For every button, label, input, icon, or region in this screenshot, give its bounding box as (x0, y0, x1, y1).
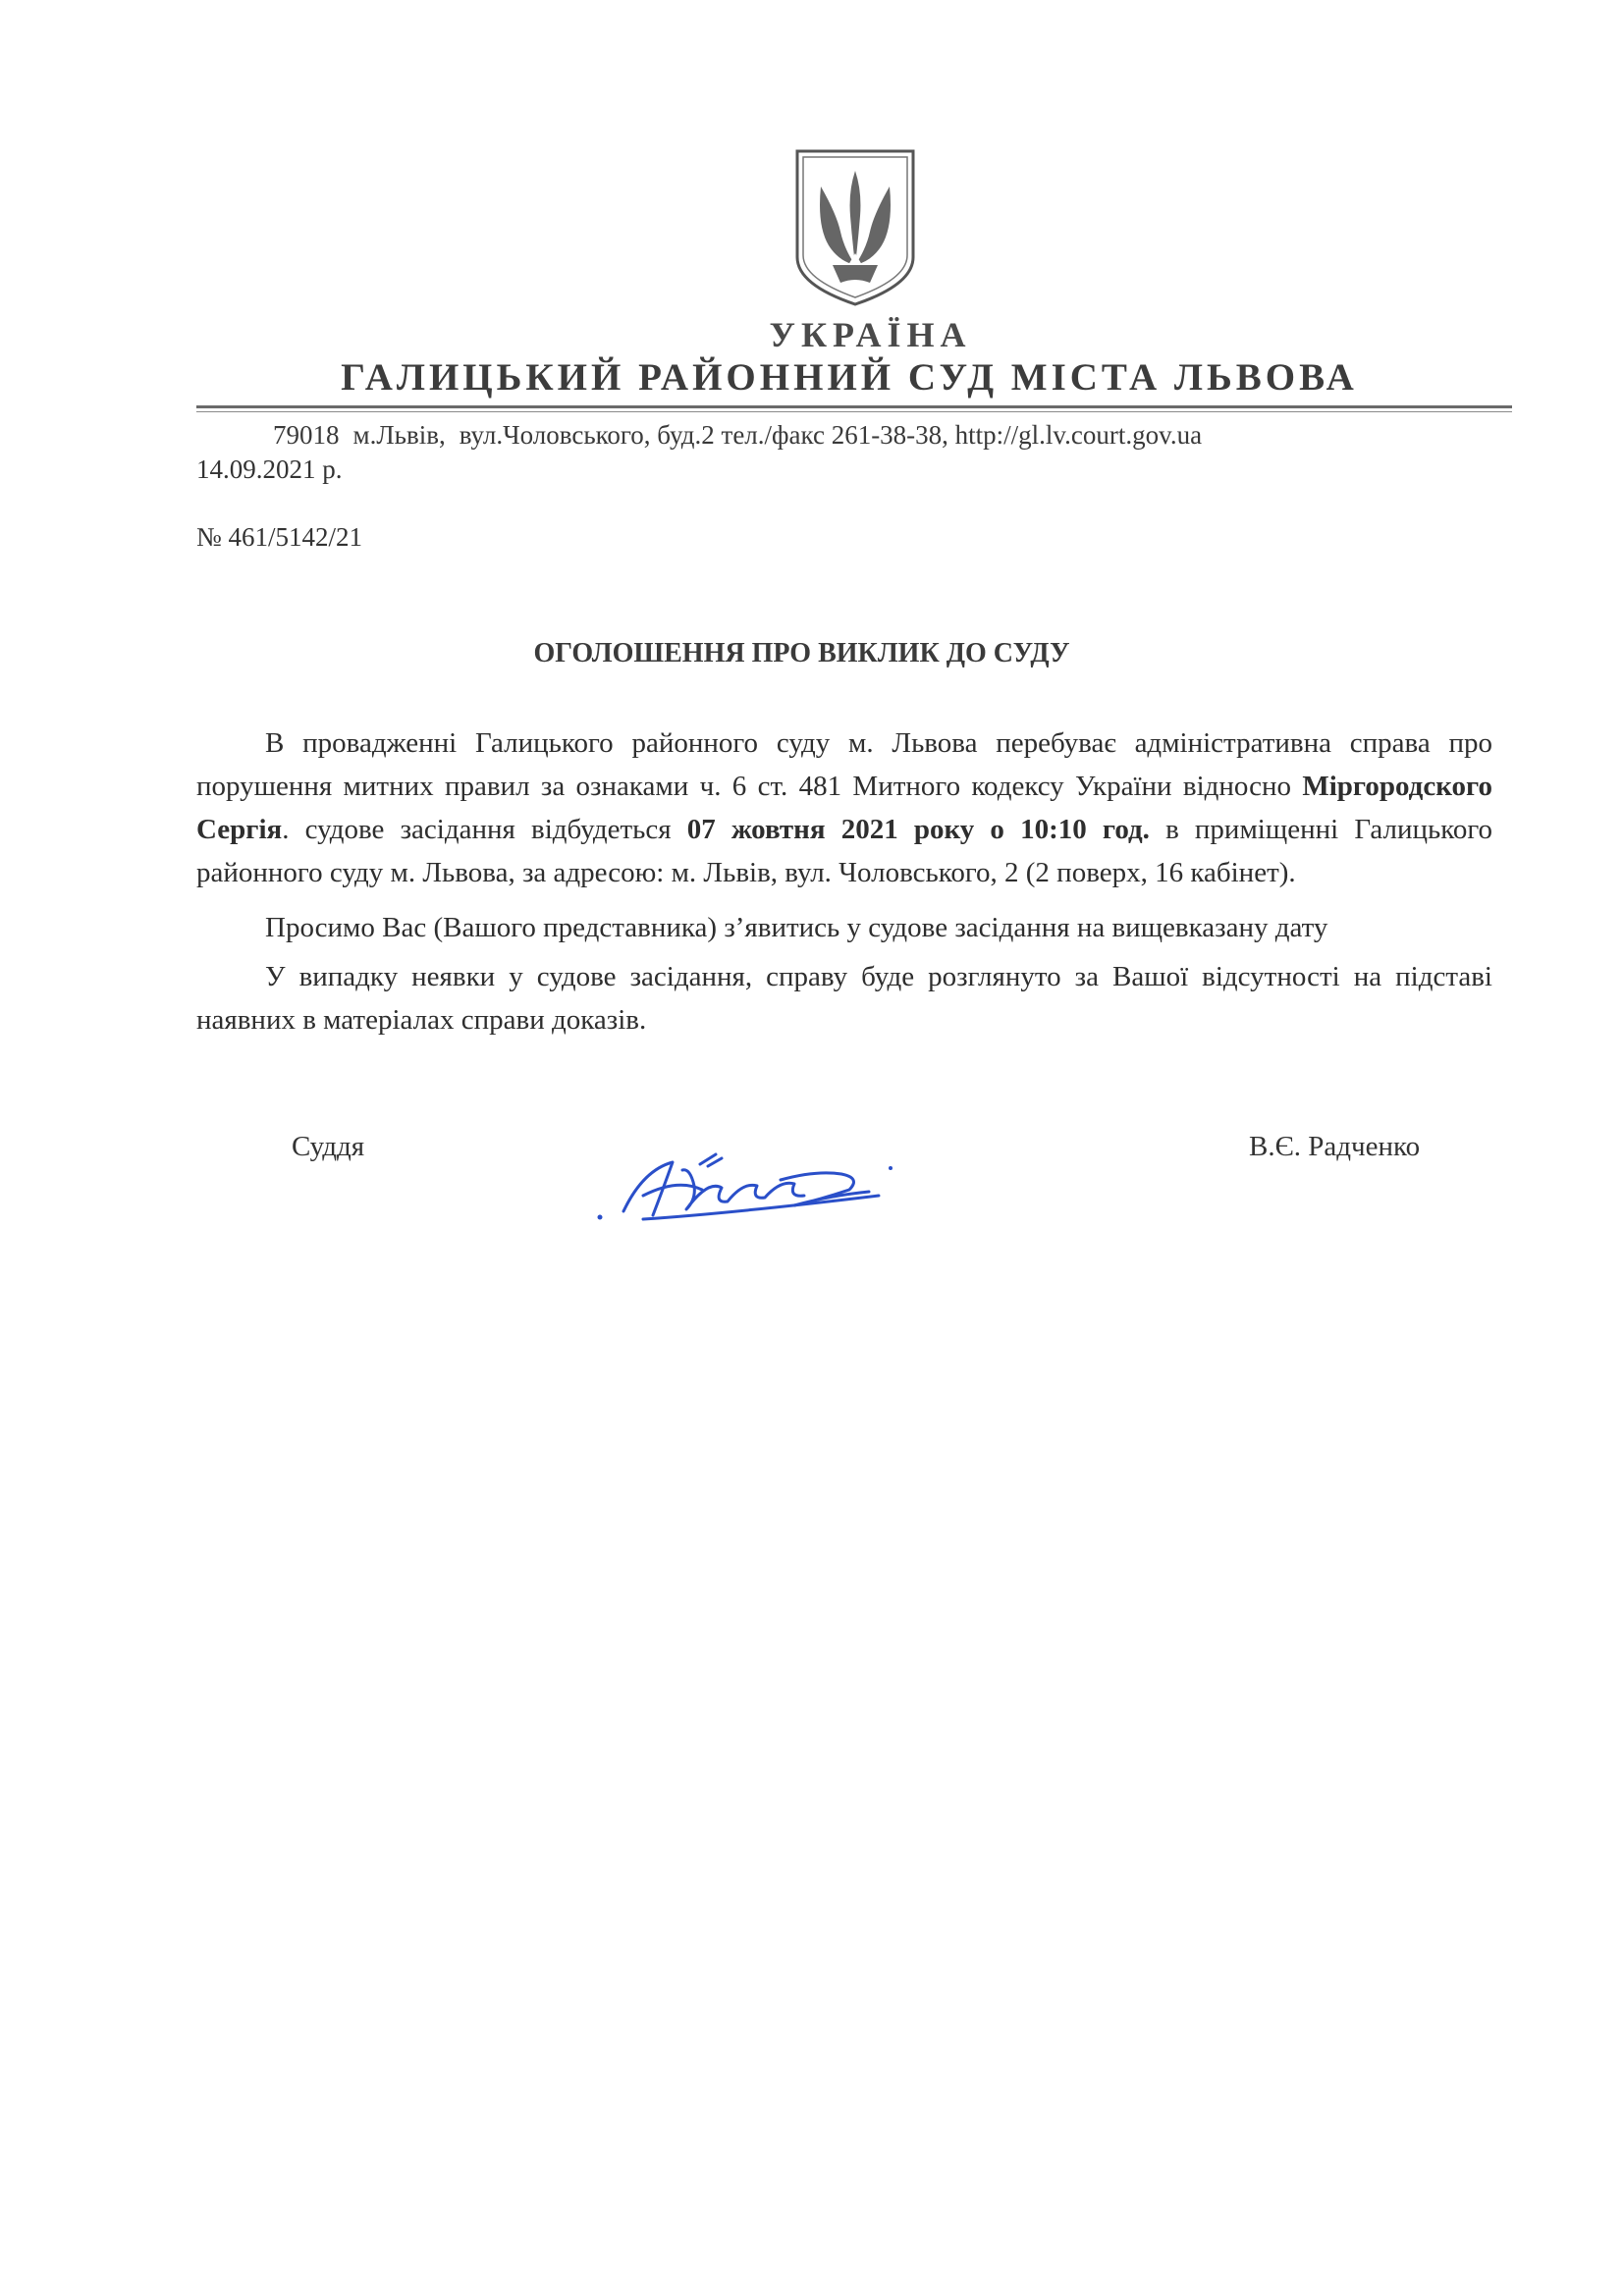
country-heading: УКРАЇНА (769, 315, 972, 354)
header-divider-thin (196, 411, 1512, 412)
address-postcode: 79018 (273, 420, 340, 450)
header-divider (196, 405, 1512, 408)
document-title: ОГОЛОШЕННЯ ПРО ВИКЛИК ДО СУДУ (533, 638, 1070, 668)
hearing-datetime: 07 жовтня 2021 року о 10:10 год. (686, 814, 1150, 845)
case-number: № 461/5142/21 (196, 522, 363, 552)
handwritten-signature-icon (584, 1141, 908, 1239)
document-body (196, 721, 1492, 1041)
address-city: м.Львів, (352, 420, 446, 450)
judge-name: В.Є. Радченко (1249, 1131, 1421, 1162)
judge-label: Суддя (292, 1131, 365, 1162)
address-street: вул.Чоловського, буд.2 тел./факс 261-38-38, http://gl.lv.court.gov.ua (459, 420, 1203, 450)
defendant-name: Міргородского Сергія (196, 771, 1492, 845)
court-name-heading: ГАЛИЦЬКИЙ РАЙОННИЙ СУД МІСТА ЛЬВОВА (341, 356, 1358, 399)
body-paragraph-3: У випадку неявки у судове засідання, справу буде розглянуто за Вашої відсутності на підставі наявних в матеріалах справи доказів. (196, 961, 1492, 1036)
trident-coat-of-arms-icon (791, 147, 919, 308)
body-paragraph-2: Просимо Вас (Вашого представника) з’явитись у судове засідання на вищевказану дату (265, 912, 1328, 943)
document-date: 14.09.2021 р. (196, 454, 343, 484)
body-paragraph-1: В провадженні Галицького районного суду м. Львова перебуває адміністративна справа про порушення митних правил за ознаками ч. 6 ст. 481 Митного кодексу України відносно Міргородского Сергія. судове засідання відбудеться 07 жовтня 2021 року о 10:10 год. в приміщенні Галицького районного суду м. Львова, за адресою: м. Львів, вул. Чоловського, 2 (2 поверх, 16 кабінет). (196, 727, 1493, 888)
court-address (273, 420, 1216, 451)
